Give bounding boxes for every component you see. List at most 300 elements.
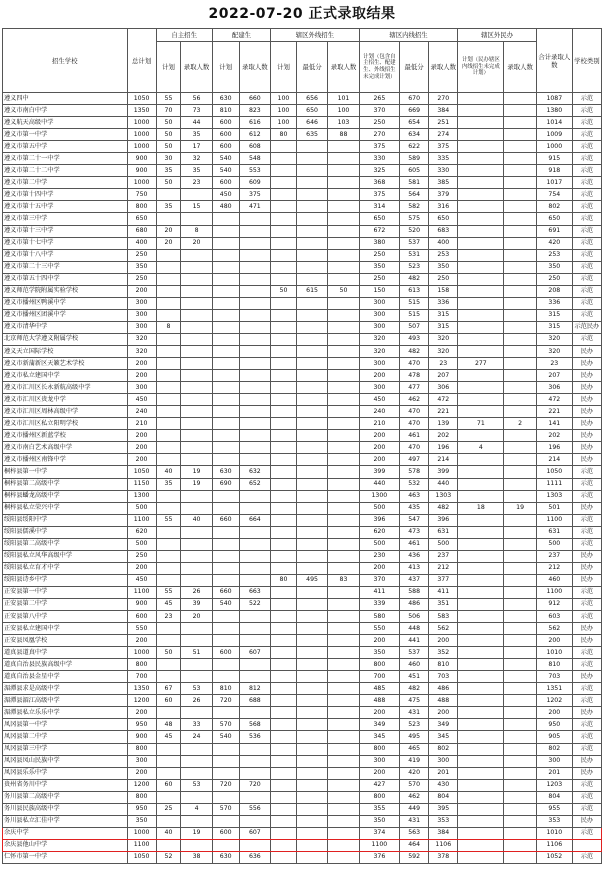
cell-minban-luqu [504, 731, 537, 743]
table-row [3, 261, 602, 273]
cell-zizhu-luqu [181, 815, 212, 827]
cell-neixian-zuidifen: 515 [400, 297, 429, 309]
cell-waixian-zuidifen [296, 490, 327, 502]
cell-neixian-zuidifen: 588 [400, 586, 429, 598]
cell-waixian-luqu [328, 309, 359, 321]
cell-peijian-luqu: 616 [239, 117, 270, 129]
cell-neixian-zuidifen: 537 [400, 647, 429, 659]
cell-minban-luqu [504, 165, 537, 177]
cell-leibie: 民办 [572, 345, 601, 357]
cell-peijian-jihua [212, 671, 239, 683]
cell-zizhu-jihua: 60 [156, 779, 181, 791]
cell-heji: 420 [536, 237, 572, 249]
cell-heji: 955 [536, 803, 572, 815]
cell-waixian-zuidifen [296, 430, 327, 442]
cell-waixian-luqu [328, 201, 359, 213]
cell-zizhu-jihua [156, 671, 181, 683]
cell-peijian-jihua [212, 418, 239, 430]
cell-minban-luqu [504, 514, 537, 526]
cell-school: 遵义市第十三中学 [3, 225, 128, 237]
cell-waixian-zuidifen [296, 141, 327, 153]
cell-peijian-luqu [239, 285, 270, 297]
cell-leibie: 示范 [572, 261, 601, 273]
cell-total: 1000 [127, 117, 156, 129]
cell-waixian-luqu [328, 213, 359, 225]
cell-zizhu-luqu: 26 [181, 695, 212, 707]
cell-minban-luqu [504, 370, 537, 382]
cell-leibie: 民办 [572, 767, 601, 779]
cell-waixian-jihua: 50 [271, 285, 297, 297]
cell-school: 遵义市第一中学 [3, 129, 128, 141]
cell-neixian-jihua: 200 [359, 707, 399, 719]
cell-peijian-luqu [239, 791, 270, 803]
cell-zizhu-luqu: 19 [181, 478, 212, 490]
cell-school: 遵义市清华中学 [3, 321, 128, 333]
cell-peijian-luqu [239, 550, 270, 562]
cell-peijian-jihua [212, 358, 239, 370]
cell-neixian-zuidifen: 582 [400, 201, 429, 213]
cell-peijian-jihua: 690 [212, 478, 239, 490]
cell-heji: 336 [536, 297, 572, 309]
table-row [3, 767, 602, 779]
cell-waixian-luqu [328, 586, 359, 598]
cell-waixian-luqu [328, 442, 359, 454]
cell-waixian-luqu [328, 141, 359, 153]
cell-zizhu-luqu [181, 406, 212, 418]
cell-minban-jihua [458, 370, 504, 382]
cell-zizhu-jihua: 40 [156, 827, 181, 839]
cell-heji: 214 [536, 454, 572, 466]
cell-minban-luqu [504, 743, 537, 755]
cell-neixian-jihua: 265 [359, 93, 399, 105]
cell-peijian-luqu: 632 [239, 466, 270, 478]
cell-zizhu-luqu [181, 309, 212, 321]
table-row [3, 647, 602, 659]
cell-school: 正安县第一中学 [3, 586, 128, 598]
cell-neixian-jihua: 240 [359, 406, 399, 418]
cell-zizhu-jihua: 8 [156, 321, 181, 333]
cell-peijian-jihua [212, 526, 239, 538]
cell-leibie: 示范 [572, 731, 601, 743]
cell-waixian-luqu [328, 779, 359, 791]
cell-peijian-jihua [212, 345, 239, 357]
cell-neixian-zuidifen: 460 [400, 659, 429, 671]
cell-heji: 501 [536, 502, 572, 514]
cell-peijian-luqu: 556 [239, 803, 270, 815]
header-school: 招生学校 [3, 29, 128, 93]
cell-minban-jihua [458, 261, 504, 273]
cell-leibie: 民办 [572, 418, 601, 430]
cell-waixian-luqu [328, 755, 359, 767]
cell-school: 遵义市第十四中学 [3, 189, 128, 201]
cell-neixian-jihua: 300 [359, 321, 399, 333]
cell-leibie: 示范 [572, 285, 601, 297]
cell-minban-jihua [458, 165, 504, 177]
cell-neixian-luqu: 472 [429, 394, 458, 406]
cell-neixian-zuidifen: 537 [400, 237, 429, 249]
cell-neixian-luqu: 345 [429, 731, 458, 743]
table-row [3, 225, 602, 237]
cell-neixian-zuidifen: 523 [400, 261, 429, 273]
cell-neixian-luqu: 335 [429, 153, 458, 165]
cell-heji: 802 [536, 743, 572, 755]
cell-total: 200 [127, 635, 156, 647]
cell-heji: 1010 [536, 827, 572, 839]
cell-minban-jihua [458, 189, 504, 201]
cell-minban-jihua [458, 249, 504, 261]
cell-peijian-luqu [239, 333, 270, 345]
cell-waixian-zuidifen [296, 839, 327, 851]
cell-peijian-jihua [212, 297, 239, 309]
cell-heji: 250 [536, 273, 572, 285]
cell-minban-luqu [504, 466, 537, 478]
cell-heji: 1100 [536, 586, 572, 598]
cell-waixian-jihua [271, 791, 297, 803]
cell-peijian-jihua [212, 225, 239, 237]
cell-heji: 1000 [536, 141, 572, 153]
cell-zizhu-jihua: 30 [156, 153, 181, 165]
cell-minban-luqu [504, 321, 537, 333]
cell-waixian-jihua [271, 779, 297, 791]
cell-school: 遵义市私立建国中学 [3, 370, 128, 382]
cell-waixian-luqu [328, 358, 359, 370]
cell-school: 务川县私立汇佳中学 [3, 815, 128, 827]
cell-minban-luqu [504, 249, 537, 261]
cell-peijian-jihua [212, 755, 239, 767]
cell-zizhu-luqu [181, 454, 212, 466]
cell-minban-jihua [458, 382, 504, 394]
cell-neixian-jihua: 300 [359, 358, 399, 370]
cell-total: 450 [127, 394, 156, 406]
cell-zizhu-luqu: 73 [181, 105, 212, 117]
cell-zizhu-luqu [181, 418, 212, 430]
cell-zizhu-luqu: 39 [181, 598, 212, 610]
cell-waixian-zuidifen [296, 153, 327, 165]
cell-neixian-luqu: 202 [429, 430, 458, 442]
cell-neixian-jihua: 349 [359, 719, 399, 731]
cell-total: 1100 [127, 586, 156, 598]
cell-waixian-jihua [271, 827, 297, 839]
cell-neixian-jihua: 345 [359, 731, 399, 743]
cell-neixian-jihua: 200 [359, 442, 399, 454]
cell-zizhu-luqu [181, 526, 212, 538]
cell-heji: 306 [536, 382, 572, 394]
table-row [3, 213, 602, 225]
cell-total: 1050 [127, 851, 156, 863]
cell-peijian-jihua: 600 [212, 141, 239, 153]
table-row [3, 442, 602, 454]
cell-zizhu-jihua [156, 755, 181, 767]
cell-neixian-luqu: 810 [429, 659, 458, 671]
table-row [3, 851, 602, 863]
cell-school: 湄潭县湄江高级中学 [3, 695, 128, 707]
cell-minban-jihua [458, 803, 504, 815]
cell-peijian-jihua: 810 [212, 105, 239, 117]
table-row [3, 695, 602, 707]
cell-neixian-jihua: 320 [359, 333, 399, 345]
cell-zizhu-luqu [181, 189, 212, 201]
cell-leibie: 示范 [572, 514, 601, 526]
cell-waixian-jihua [271, 382, 297, 394]
cell-leibie: 民办 [572, 707, 601, 719]
cell-peijian-jihua: 810 [212, 683, 239, 695]
cell-waixian-luqu [328, 803, 359, 815]
cell-heji: 1351 [536, 683, 572, 695]
cell-neixian-jihua: 380 [359, 237, 399, 249]
cell-school: 遵义市第十五中学 [3, 201, 128, 213]
cell-neixian-luqu: 274 [429, 129, 458, 141]
cell-total: 300 [127, 321, 156, 333]
cell-zizhu-luqu: 35 [181, 129, 212, 141]
cell-total: 800 [127, 791, 156, 803]
cell-neixian-jihua: 375 [359, 189, 399, 201]
cell-zizhu-jihua [156, 791, 181, 803]
cell-waixian-luqu [328, 791, 359, 803]
cell-waixian-jihua [271, 623, 297, 635]
cell-zizhu-luqu [181, 671, 212, 683]
cell-peijian-luqu [239, 502, 270, 514]
cell-total: 450 [127, 574, 156, 586]
cell-total: 300 [127, 309, 156, 321]
table-row [3, 418, 602, 430]
cell-zizhu-luqu [181, 550, 212, 562]
cell-peijian-luqu [239, 490, 270, 502]
cell-minban-luqu [504, 755, 537, 767]
cell-minban-jihua [458, 586, 504, 598]
table-row [3, 177, 602, 189]
cell-minban-jihua [458, 129, 504, 141]
cell-neixian-luqu: 500 [429, 538, 458, 550]
table-row [3, 635, 602, 647]
cell-zizhu-jihua [156, 297, 181, 309]
cell-heji: 1010 [536, 647, 572, 659]
cell-zizhu-jihua: 25 [156, 803, 181, 815]
cell-school: 务川县第二高级中学 [3, 791, 128, 803]
cell-zizhu-luqu: 24 [181, 731, 212, 743]
cell-peijian-luqu [239, 623, 270, 635]
cell-zizhu-luqu [181, 502, 212, 514]
cell-neixian-zuidifen: 465 [400, 743, 429, 755]
cell-zizhu-jihua [156, 454, 181, 466]
cell-zizhu-luqu [181, 659, 212, 671]
table-row [3, 153, 602, 165]
cell-waixian-zuidifen [296, 707, 327, 719]
header-zizhu-group: 自主招生 [156, 29, 212, 42]
cell-leibie: 民办 [572, 574, 601, 586]
table-row [3, 249, 602, 261]
cell-total: 620 [127, 526, 156, 538]
table-row [3, 562, 602, 574]
cell-waixian-luqu [328, 707, 359, 719]
cell-total: 210 [127, 418, 156, 430]
cell-minban-luqu [504, 586, 537, 598]
table-row [3, 839, 602, 851]
cell-zizhu-jihua [156, 189, 181, 201]
header-minban-jihua: 计划（民办辖区内线招生未完成计划） [458, 42, 504, 93]
cell-waixian-zuidifen [296, 454, 327, 466]
cell-neixian-jihua: 374 [359, 827, 399, 839]
cell-minban-luqu [504, 526, 537, 538]
cell-neixian-zuidifen: 532 [400, 478, 429, 490]
header-waixian-luqu: 录取人数 [328, 42, 359, 93]
cell-zizhu-jihua [156, 767, 181, 779]
cell-neixian-luqu: 1106 [429, 839, 458, 851]
table-row [3, 370, 602, 382]
cell-neixian-luqu: 251 [429, 117, 458, 129]
table-row [3, 430, 602, 442]
table-row [3, 623, 602, 635]
cell-school: 遵义市第三中学 [3, 213, 128, 225]
cell-neixian-jihua: 1300 [359, 490, 399, 502]
cell-peijian-jihua: 570 [212, 803, 239, 815]
cell-neixian-zuidifen: 449 [400, 803, 429, 815]
cell-waixian-zuidifen [296, 659, 327, 671]
cell-leibie: 示范 [572, 791, 601, 803]
cell-zizhu-jihua: 35 [156, 478, 181, 490]
cell-zizhu-jihua: 50 [156, 647, 181, 659]
cell-total: 1300 [127, 490, 156, 502]
table-row [3, 309, 602, 321]
cell-zizhu-luqu [181, 707, 212, 719]
cell-school: 凤冈县第一中学 [3, 719, 128, 731]
cell-neixian-luqu: 486 [429, 683, 458, 695]
cell-school: 绥阳县绥阳中学 [3, 514, 128, 526]
cell-peijian-luqu [239, 370, 270, 382]
cell-leibie: 示范 [572, 309, 601, 321]
cell-waixian-jihua [271, 611, 297, 623]
cell-waixian-zuidifen [296, 466, 327, 478]
cell-waixian-zuidifen [296, 345, 327, 357]
cell-neixian-luqu: 399 [429, 466, 458, 478]
cell-heji: 460 [536, 574, 572, 586]
cell-minban-luqu [504, 382, 537, 394]
cell-waixian-jihua [271, 177, 297, 189]
cell-minban-jihua [458, 707, 504, 719]
cell-waixian-luqu [328, 333, 359, 345]
cell-minban-jihua [458, 791, 504, 803]
cell-heji: 315 [536, 321, 572, 333]
header-minban-group: 辖区外民办 [458, 29, 537, 42]
cell-zizhu-luqu: 19 [181, 466, 212, 478]
cell-waixian-zuidifen [296, 586, 327, 598]
cell-zizhu-luqu [181, 767, 212, 779]
cell-minban-jihua [458, 827, 504, 839]
table-row [3, 514, 602, 526]
cell-peijian-luqu [239, 755, 270, 767]
cell-neixian-luqu: 253 [429, 249, 458, 261]
cell-waixian-jihua [271, 261, 297, 273]
cell-neixian-zuidifen: 437 [400, 574, 429, 586]
cell-leibie: 示范 [572, 153, 601, 165]
cell-waixian-zuidifen [296, 562, 327, 574]
cell-heji: 200 [536, 707, 572, 719]
cell-minban-jihua [458, 598, 504, 610]
cell-waixian-jihua [271, 141, 297, 153]
header-heji: 合计录取人数 [536, 29, 572, 93]
cell-neixian-jihua: 200 [359, 370, 399, 382]
table-row [3, 791, 602, 803]
cell-zizhu-luqu: 38 [181, 851, 212, 863]
cell-minban-jihua: 277 [458, 358, 504, 370]
cell-zizhu-luqu: 51 [181, 647, 212, 659]
cell-zizhu-jihua: 52 [156, 851, 181, 863]
cell-waixian-zuidifen [296, 526, 327, 538]
table-row [3, 574, 602, 586]
cell-waixian-luqu [328, 767, 359, 779]
cell-neixian-jihua: 350 [359, 261, 399, 273]
cell-heji: 221 [536, 406, 572, 418]
cell-neixian-luqu: 396 [429, 514, 458, 526]
cell-neixian-zuidifen: 547 [400, 514, 429, 526]
cell-waixian-luqu [328, 370, 359, 382]
cell-waixian-zuidifen [296, 249, 327, 261]
cell-neixian-luqu: 430 [429, 779, 458, 791]
cell-total: 200 [127, 454, 156, 466]
cell-neixian-zuidifen: 461 [400, 538, 429, 550]
cell-peijian-luqu [239, 659, 270, 671]
cell-total: 900 [127, 165, 156, 177]
cell-minban-jihua [458, 659, 504, 671]
cell-leibie: 示范 [572, 598, 601, 610]
cell-peijian-jihua [212, 767, 239, 779]
cell-waixian-luqu [328, 430, 359, 442]
cell-heji: 603 [536, 611, 572, 623]
cell-school: 遵义四中 [3, 93, 128, 105]
cell-neixian-zuidifen: 473 [400, 526, 429, 538]
cell-waixian-zuidifen [296, 418, 327, 430]
cell-neixian-zuidifen: 564 [400, 189, 429, 201]
cell-total: 250 [127, 249, 156, 261]
cell-minban-jihua [458, 201, 504, 213]
cell-heji: 200 [536, 635, 572, 647]
cell-zizhu-jihua: 70 [156, 105, 181, 117]
cell-total: 900 [127, 731, 156, 743]
cell-zizhu-jihua: 35 [156, 165, 181, 177]
cell-neixian-zuidifen: 506 [400, 611, 429, 623]
cell-peijian-luqu [239, 442, 270, 454]
cell-peijian-jihua [212, 574, 239, 586]
cell-heji: 1111 [536, 478, 572, 490]
cell-minban-jihua [458, 454, 504, 466]
cell-waixian-jihua [271, 345, 297, 357]
cell-zizhu-luqu [181, 574, 212, 586]
cell-neixian-luqu: 683 [429, 225, 458, 237]
cell-minban-jihua [458, 237, 504, 249]
cell-minban-luqu [504, 719, 537, 731]
cell-zizhu-luqu [181, 358, 212, 370]
cell-minban-jihua [458, 526, 504, 538]
cell-neixian-jihua: 350 [359, 815, 399, 827]
cell-neixian-jihua: 330 [359, 153, 399, 165]
cell-waixian-jihua [271, 309, 297, 321]
cell-zizhu-jihua [156, 562, 181, 574]
cell-minban-jihua [458, 490, 504, 502]
cell-zizhu-luqu: 8 [181, 225, 212, 237]
cell-peijian-luqu: 609 [239, 177, 270, 189]
cell-zizhu-jihua [156, 333, 181, 345]
cell-minban-jihua [458, 611, 504, 623]
table-row [3, 490, 602, 502]
cell-neixian-jihua: 368 [359, 177, 399, 189]
cell-waixian-jihua [271, 466, 297, 478]
cell-zizhu-luqu [181, 382, 212, 394]
cell-waixian-jihua [271, 731, 297, 743]
table-row [3, 466, 602, 478]
cell-waixian-luqu [328, 165, 359, 177]
cell-waixian-zuidifen [296, 815, 327, 827]
cell-total: 200 [127, 358, 156, 370]
cell-minban-luqu [504, 827, 537, 839]
